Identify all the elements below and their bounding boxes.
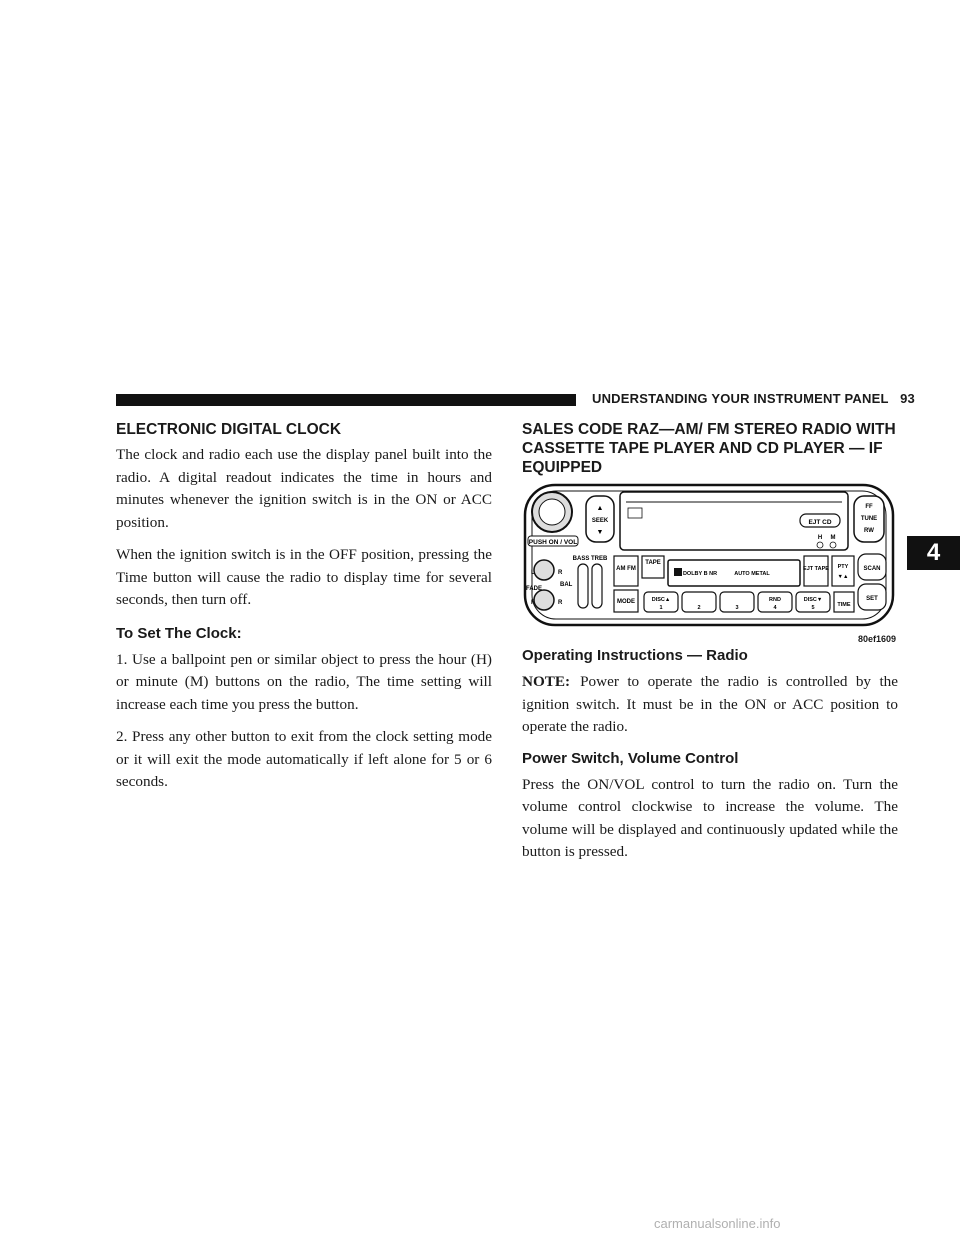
bal-label: BAL bbox=[560, 582, 573, 588]
disc-down-label: DISC▼ bbox=[803, 597, 823, 603]
r-label: R bbox=[558, 570, 563, 576]
clock-paragraph-2: When the ignition switch is in the OFF position, pressing the Time button will cause the radio to display time for several seconds, then turn off. bbox=[116, 546, 492, 608]
header-title: UNDERSTANDING YOUR INSTRUMENT PANEL bbox=[592, 391, 889, 406]
page-number: 93 bbox=[900, 391, 915, 406]
minute-button bbox=[830, 542, 836, 548]
power-paragraph: Press the ON/VOL control to turn the radio on. Turn the volume control clockwise to increase the volume. The volume will be displayed and continuously updated while the button is pressed. bbox=[522, 775, 898, 860]
mode-label: MODE bbox=[617, 599, 635, 605]
dolby-label: DOLBY B NR bbox=[682, 571, 718, 577]
hour-button bbox=[817, 542, 823, 548]
step-1: 1. Use a ballpoint pen or similar object to press the hour (H) or minute (M) buttons on the radio, The time setting will increase each time you press the button. bbox=[116, 650, 492, 713]
section-title-radio: SALES CODE RAZ—AM/ FM STEREO RADIO WITH CASSETTE TAPE PLAYER AND CD PLAYER — IF EQUIPPED bbox=[522, 421, 896, 476]
clock-paragraph-1: The clock and radio each use the display panel built into the radio. A digital readout indicates the time in hours and minutes whenever the ignition switch is in the ON or ACC position. bbox=[116, 446, 492, 531]
svg-text:▼▲: ▼▲ bbox=[837, 574, 849, 580]
auto-metal-label: AUTO METAL bbox=[734, 571, 770, 577]
section-title-clock: ELECTRONIC DIGITAL CLOCK bbox=[116, 421, 342, 438]
rnd-label: RND bbox=[769, 597, 781, 603]
set-label: SET bbox=[866, 596, 878, 602]
chapter-tab: 4 bbox=[907, 536, 960, 570]
m-label: M bbox=[830, 535, 836, 541]
fade-label: FADE bbox=[526, 586, 543, 592]
running-header bbox=[592, 391, 915, 406]
fade-knob bbox=[534, 590, 554, 610]
pty-button bbox=[832, 556, 854, 586]
note-label: NOTE: bbox=[522, 673, 571, 690]
note-paragraph bbox=[522, 671, 898, 739]
am-fm-label: AM FM bbox=[616, 566, 636, 572]
bass-treb-label: BASS TREB bbox=[572, 556, 608, 562]
radio-figure bbox=[522, 482, 898, 642]
radio-illustration bbox=[522, 482, 898, 632]
svg-text:4: 4 bbox=[773, 605, 777, 611]
tune-label: TUNE bbox=[860, 516, 878, 522]
bass-slider bbox=[578, 564, 588, 608]
subheading-set-clock: To Set The Clock: bbox=[116, 624, 242, 642]
note-text: Power to operate the radio is controlled by the ignition switch. It must be in the ON or ACC position to operate the radio. bbox=[522, 673, 898, 735]
svg-text:▼: ▼ bbox=[596, 529, 604, 536]
scan-label: SCAN bbox=[863, 566, 881, 572]
ejt-tape-label: EJT TAPE bbox=[803, 566, 829, 572]
svg-text:1: 1 bbox=[659, 605, 663, 611]
svg-text:3: 3 bbox=[735, 605, 739, 611]
time-label: TIME bbox=[837, 602, 851, 608]
ejt-cd-label: EJT CD bbox=[808, 519, 832, 526]
step-2: 2. Press any other button to exit from the clock setting mode or it will exit the mode automatically if left alone for 5 or 6 seconds. bbox=[116, 728, 492, 790]
right-column bbox=[522, 420, 898, 874]
figure-code: 80ef1609 bbox=[857, 634, 896, 644]
subheading-power-switch: Power Switch, Volume Control bbox=[522, 749, 739, 767]
pty-label: PTY bbox=[837, 564, 849, 570]
r2-label: R bbox=[558, 600, 563, 606]
svg-text:2: 2 bbox=[697, 605, 701, 611]
left-column bbox=[116, 420, 492, 804]
seek-label: SEEK bbox=[591, 518, 609, 524]
ff-label: FF bbox=[865, 504, 873, 510]
watermark: carmanualsonline.info bbox=[654, 1216, 781, 1231]
subheading-operating-instructions: Operating Instructions — Radio bbox=[522, 647, 748, 664]
rw-label: RW bbox=[864, 528, 874, 534]
l-label: L bbox=[531, 570, 535, 576]
disc-up-label: DISC▲ bbox=[651, 597, 671, 603]
treble-slider bbox=[592, 564, 602, 608]
push-on-vol-label: PUSH ON / VOL bbox=[528, 539, 578, 546]
svg-text:5: 5 bbox=[811, 605, 815, 611]
svg-text:▲: ▲ bbox=[596, 505, 604, 512]
balance-knob bbox=[534, 560, 554, 580]
tape-label: TAPE bbox=[645, 560, 661, 566]
header-rule bbox=[116, 394, 576, 406]
h-label: H bbox=[817, 535, 823, 541]
f-label: F bbox=[531, 600, 535, 606]
